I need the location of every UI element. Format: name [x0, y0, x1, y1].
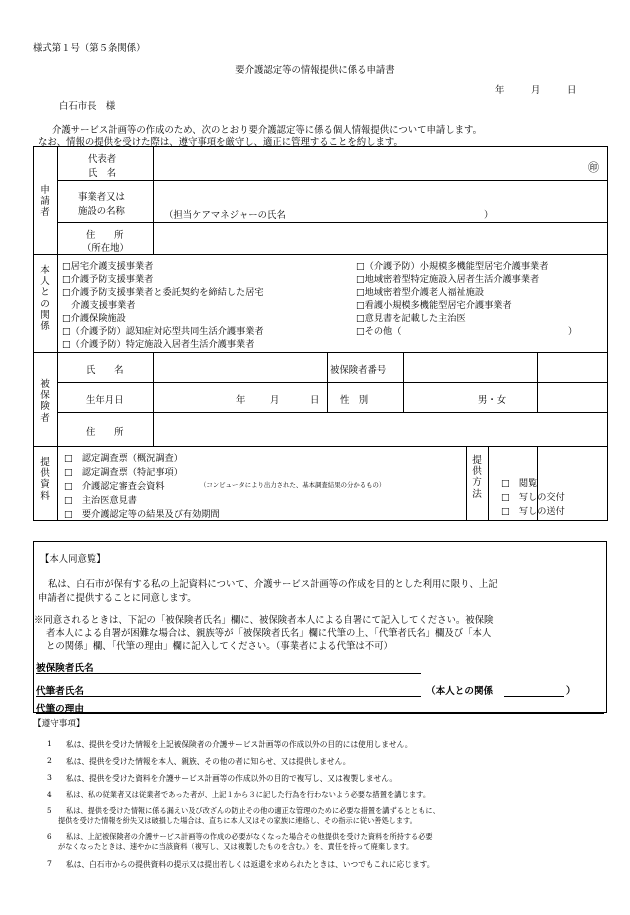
- obs-item-1: 私は、提供を受けた情報を上記被保険者の介護サービス計画等の作成以外の目的には使用しません。: [66, 740, 413, 749]
- rep-name-field[interactable]: [154, 147, 608, 181]
- consent-text-2: 申請者に提供することに同意します。: [38, 593, 197, 604]
- insured-name-sign-label: 被保険者氏名: [36, 663, 94, 674]
- obs-no-7: 7: [47, 859, 52, 868]
- proxy-relation-line[interactable]: [504, 696, 564, 697]
- applicant-section: [34, 147, 58, 255]
- insured-number-label: 被保険者番号: [330, 365, 387, 376]
- documents-section-label: 提 供 資 料: [40, 457, 50, 502]
- birth-label: 生年月日: [86, 395, 124, 406]
- method-section-label: 提 供 方 法: [472, 455, 482, 500]
- doc-option-2[interactable]: □ 認定調査票（特記事項）: [64, 467, 183, 478]
- insured-address-label: 住 所: [86, 427, 124, 438]
- birth-day: 日: [310, 395, 320, 406]
- address-label-2: （所在地）: [82, 243, 129, 254]
- address-label-cell: [58, 223, 154, 255]
- rep-label-1: 代表者: [88, 154, 117, 165]
- care-manager-open: （担当ケアマネジャーの氏名: [164, 210, 286, 221]
- rep-label-cell: [58, 147, 154, 181]
- insured-address-field[interactable]: [154, 413, 608, 447]
- method-copy-deliver[interactable]: □ 写しの交付: [501, 492, 565, 503]
- doc-option-3-note: （コンピュータにより出力された、基本調査結果の分かるもの）: [200, 481, 386, 489]
- obs-item-6-line-2: がなくなったときは、速やかに当該資料（複写し、又は複製したものを含む。）を、責任を持って廃棄します。: [58, 842, 414, 851]
- date-month: 月: [531, 85, 541, 96]
- rel-option-1[interactable]: □居宅介護支援事業者: [62, 261, 154, 272]
- application-table: [33, 146, 608, 521]
- insured-name-sign-line[interactable]: [36, 673, 421, 674]
- rel-option-6[interactable]: □（介護予防）特定施設入居者生活介護事業者: [62, 339, 255, 350]
- doc-option-3[interactable]: □ 介護認定審査会資料: [64, 481, 165, 492]
- observance-heading: 【遵守事項】: [33, 719, 85, 729]
- sex-label: 性 別: [340, 395, 369, 406]
- consent-note-2: 者本人による自署が困難な場合は、親族等が「被保険者氏名」欄に代筆の上、「代筆者氏名」欄及び「本人: [46, 628, 492, 639]
- obs-item-3: 私は、提供を受けた資料を介護サービス計画等の作成以外の目的で複写し、又は複製しません。: [66, 774, 398, 783]
- rel-option-2[interactable]: □介護予防支援事業者: [62, 274, 154, 285]
- obs-item-4: 私は、私の従業者又は従業者であった者が、上記１から３に記した行為を行わないよう必要な措置を講じます。: [66, 790, 431, 799]
- insured-number-divider: [403, 353, 404, 382]
- business-name-field[interactable]: [154, 181, 608, 223]
- business-label-2: 施設の名称: [78, 206, 125, 217]
- obs-no-3: 3: [47, 773, 52, 782]
- consent-heading: 【本人同意覧】: [40, 554, 106, 565]
- doc-option-4[interactable]: □ 主治医意見書: [64, 495, 137, 506]
- obs-item-5-line-2: 提供を受けた情報を紛失又は破損した場合は、直ちに本人又はその家族に連絡し、その指示に従い善処します。: [58, 816, 417, 825]
- sex-cell: [328, 383, 538, 413]
- seal-mark: ㊞: [588, 161, 599, 174]
- rel-option-7[interactable]: □（介護予防）小規模多機能型居宅介護事業者: [356, 261, 549, 272]
- consent-note-1: ※同意されるときは、下記の「被保険者氏名」欄に、被保険者本人による自署にて記入してください。被保険: [34, 615, 494, 626]
- proxy-reason-label: 代筆の理由: [36, 704, 84, 715]
- intro-line-1: 介護サービス計画等の作成のため、次のとおり要介護認定等に係る個人情報提供について申請します。: [52, 125, 482, 136]
- insured-section: [34, 353, 58, 447]
- obs-no-2: 2: [47, 756, 52, 765]
- rel-option-3[interactable]: □介護予防支援事業者と委託契約を締結した居宅: [62, 287, 264, 298]
- address-field[interactable]: [154, 223, 608, 255]
- business-label-1: 事業者又は: [78, 192, 125, 203]
- rel-option-10[interactable]: □看護小規模多機能型居宅介護事業者: [356, 300, 512, 311]
- obs-item-5-line-1: 私は、提供を受けた情報に係る漏えい及び改ざんの防止その他の適正な管理のために必要な措置を講ずるとともに、: [66, 806, 440, 815]
- birth-label-cell: [58, 383, 154, 413]
- relationship-options: [58, 255, 608, 353]
- rel-option-other[interactable]: □その他（: [356, 326, 402, 337]
- consent-box: [33, 541, 607, 713]
- proxy-relation-close: ）: [566, 686, 576, 697]
- birth-month: 月: [270, 395, 280, 406]
- relationship-section: [34, 255, 58, 353]
- sex-divider: [403, 383, 404, 412]
- method-copy-send[interactable]: □ 写しの送付: [501, 506, 565, 517]
- insured-section-label: 被 保 険 者: [40, 379, 50, 424]
- sex-value[interactable]: 男・女: [478, 395, 507, 406]
- form-number: 様式第１号（第５条関係）: [33, 43, 146, 54]
- date-day: 日: [567, 85, 577, 96]
- insured-address-label-cell: [58, 413, 154, 447]
- method-divider: [466, 447, 467, 520]
- business-label-cell: [58, 181, 154, 223]
- proxy-name-line[interactable]: [36, 696, 421, 697]
- page-title: 要介護認定等の情報提供に係る申請書: [235, 65, 395, 76]
- proxy-relation-open: （本人との関係: [426, 686, 494, 697]
- address-label-1: 住 所: [86, 230, 124, 241]
- obs-item-2: 私は、提供を受けた情報を本人、親族、その他の者に知らせ、又は提供しません。: [66, 757, 351, 766]
- rep-label-2: 氏 名: [88, 168, 117, 179]
- insured-number-cell: [328, 353, 538, 383]
- documents-section: [34, 447, 58, 521]
- method-view[interactable]: □ 閲覧: [501, 478, 538, 489]
- rel-option-9[interactable]: □地域密着型介護老人福祉施設: [356, 287, 485, 298]
- applicant-section-label: 申 請 者: [40, 185, 50, 219]
- proxy-reason-line[interactable]: [36, 713, 604, 714]
- insured-number-field[interactable]: [538, 353, 608, 383]
- obs-no-6: 6: [47, 832, 52, 841]
- rel-option-5[interactable]: □（介護予防）認知症対応型共同生活介護事業者: [62, 326, 264, 337]
- rel-option-other-close: ）: [568, 326, 578, 337]
- relationship-section-label: 本 人 と の 関 係: [40, 265, 50, 333]
- insured-name-label-cell: [58, 353, 154, 383]
- rel-option-8[interactable]: □地域密着型特定施設入居者生活介護事業者: [356, 274, 540, 285]
- rel-option-4[interactable]: □介護保険施設: [62, 313, 126, 324]
- method-divider-2: [488, 447, 489, 520]
- proxy-name-label: 代筆者氏名: [36, 686, 84, 697]
- consent-text-1: 私は、白石市が保有する私の上記資料について、介護サービス計画等の作成を目的とした利用に限り、上記: [48, 579, 498, 590]
- obs-item-7: 私は、白石市からの提供資料の提示又は提出若しくは返還を求められたときは、いつでもこれに応じます。: [66, 860, 435, 869]
- care-manager-close: ）: [484, 210, 494, 221]
- sex-field-blank: [538, 383, 608, 413]
- birth-field[interactable]: [154, 383, 328, 413]
- rel-option-3-cont: 介護支援事業者: [62, 300, 136, 311]
- insured-name-label: 氏 名: [86, 365, 124, 376]
- obs-no-5: 5: [47, 806, 52, 815]
- intro-line-2: なお、情報の提供を受けた際は、遵守事項を厳守し、適正に管理することを約します。: [38, 137, 403, 148]
- doc-option-1[interactable]: □ 認定調査票（概況調査）: [64, 453, 183, 464]
- birth-year: 年: [236, 395, 246, 406]
- doc-option-5[interactable]: □ 要介護認定等の結果及び有効期間: [64, 509, 220, 520]
- obs-no-1: 1: [47, 739, 52, 748]
- obs-item-6-line-1: 私は、上記被保険者の介護サービス計画等の作成の必要がなくなった場合その他提供を受けた資料を所持する必要: [66, 832, 433, 841]
- date-year: 年: [495, 85, 505, 96]
- obs-no-4: 4: [47, 790, 52, 799]
- consent-note-3: との関係」欄、「代筆の理由」欄に記入してください。（事業者による代筆は不可）: [46, 641, 393, 652]
- rel-option-11[interactable]: □意見書を記載した主治医: [356, 313, 466, 324]
- insured-name-field[interactable]: [154, 353, 328, 383]
- addressee: 白石市長 様: [59, 101, 116, 112]
- documents-options: [58, 447, 538, 521]
